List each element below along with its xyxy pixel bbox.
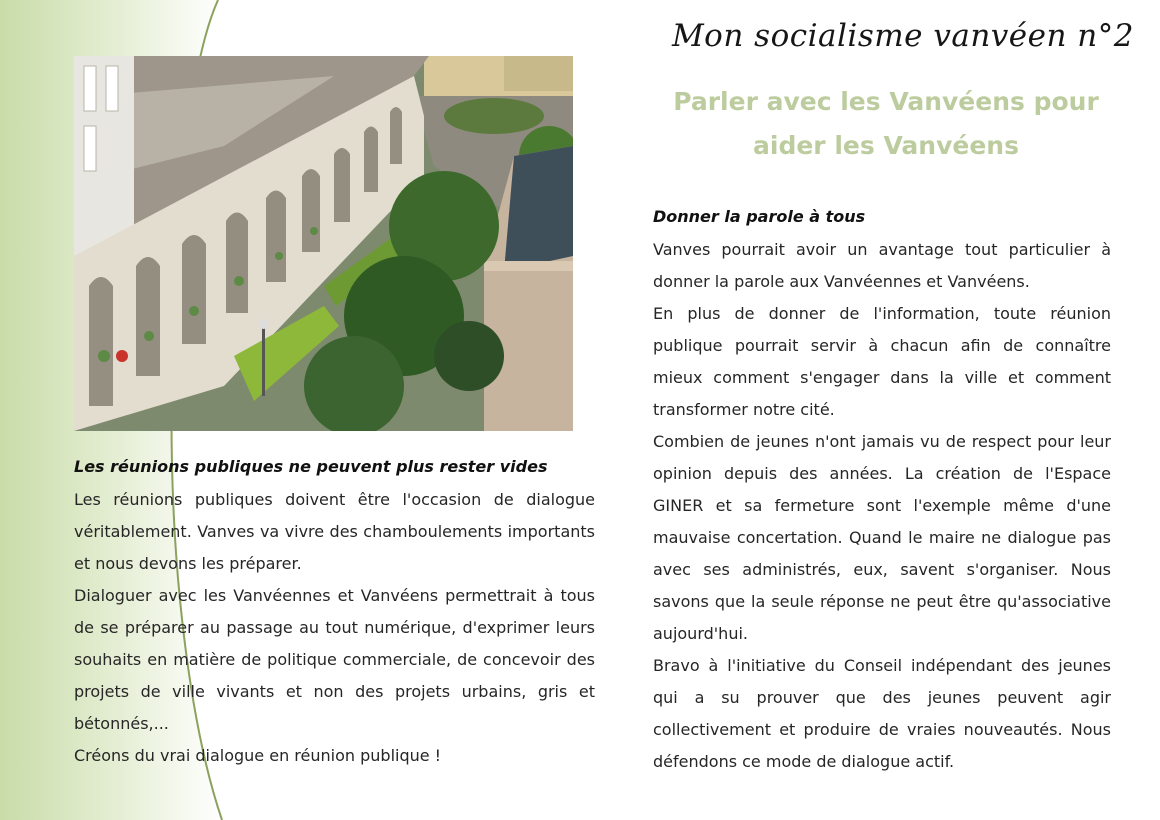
right-paragraph: Vanves pourrait avoir un avantage tout particulier à donner la parole aux Vanvéennes et Vanvéens. bbox=[653, 240, 1111, 291]
right-paragraph: En plus de donner de l'information, toute réunion publique pourrait servir à chacun afin de connaître mieux comment s'engager dans la ville et comment transformer notre cité. bbox=[653, 304, 1111, 419]
series-title: Mon socialisme vanvéen n°2 bbox=[671, 18, 1134, 54]
left-paragraph: Les réunions publiques doivent être l'occasion de dialogue véritablement. Vanves va vivre des chamboulements importants et nous devons les préparer. bbox=[74, 490, 595, 573]
left-column bbox=[74, 450, 595, 772]
left-heading: Les réunions publiques ne peuvent plus rester vides bbox=[74, 457, 548, 476]
right-paragraph: Combien de jeunes n'ont jamais vu de respect pour leur opinion depuis des années. La création de l'Espace GINER et sa fermeture sont l'exemple même d'une mauvaise concertation. Quand le maire ne dialogue pas avec ses administrés, eux, savent s'organiser. Nous savons que la seule réponse ne peut être qu'associative aujourd'hui. bbox=[653, 432, 1111, 643]
right-paragraph: Bravo à l'initiative du Conseil indépendant des jeunes qui a su prouver que des jeunes peuvent agir collectivement et produire de vraies nouveautés. Nous défendons ce mode de dialogue actif. bbox=[653, 656, 1111, 771]
article-title: Parler avec les Vanvéens pour aider les Vanvéens bbox=[673, 87, 1099, 160]
left-paragraph: Créons du vrai dialogue en réunion publique ! bbox=[74, 746, 442, 765]
left-paragraph: Dialoguer avec les Vanvéennes et Vanvéens permettrait à tous de se préparer au passage au tout numérique, d'exprimer leurs souhaits en matière de politique commerciale, de concevoir des projets de ville vivants et non des projets urbains, gris et bétonnés,... bbox=[74, 586, 595, 733]
right-heading: Donner la parole à tous bbox=[653, 207, 866, 226]
right-column bbox=[653, 200, 1111, 778]
courtyard-photo bbox=[74, 56, 573, 431]
